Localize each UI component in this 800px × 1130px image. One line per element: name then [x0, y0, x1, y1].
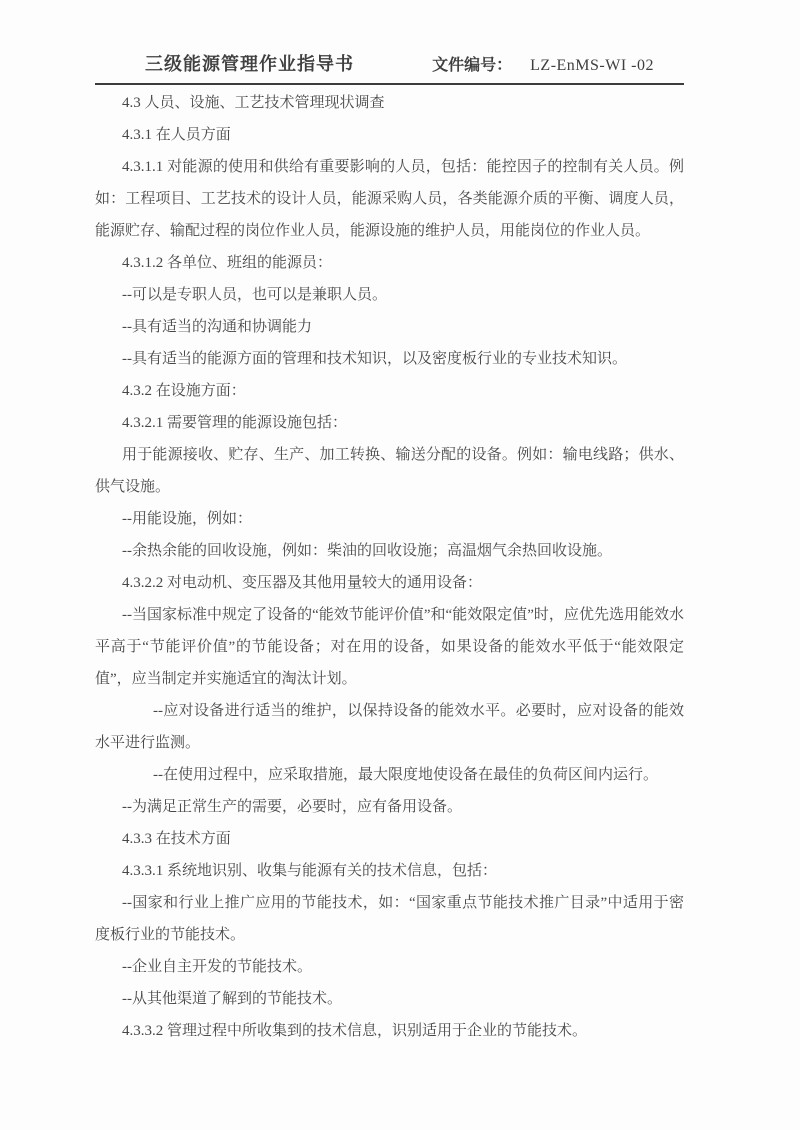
paragraph: --应对设备进行适当的维护，以保持设备的能效水平。必要时，应对设备的能效水平进行监测。: [95, 703, 684, 751]
paragraph: 用于能源接收、贮存、生产、加工转换、输送分配的设备。例如：输电线路；供水、供气设施。: [95, 447, 684, 495]
document-body: [95, 85, 684, 1047]
paragraph: 4.3.2.1 需要管理的能源设施包括：: [122, 415, 348, 431]
paragraph: --在使用过程中，应采取措施，最大限度地使设备在最佳的负荷区间内运行。: [153, 767, 658, 783]
paragraph: --当国家标准中规定了设备的“能效节能评价值”和“能效限定值”时，应优先选用能效水平高于“节能评价值”的节能设备；对在用的设备，如果设备的能效水平低于“能效限定值”，应当制定并实施适宜的淘汰计划。: [95, 607, 684, 687]
paragraph: 4.3.1 在人员方面: [122, 127, 231, 143]
doc-title: 三级能源管理作业指导书: [145, 54, 354, 74]
doc-header: [95, 50, 684, 85]
doc-number-label: 文件编号：: [432, 57, 513, 74]
paragraph: --国家和行业上推广应用的节能技术，如：“国家重点节能技术推广目录”中适用于密度板行业的节能技术。: [95, 895, 684, 943]
paragraph: --余热余能的回收设施，例如：柴油的回收设施；高温烟气余热回收设施。: [122, 543, 612, 559]
paragraph: 4.3.3.1 系统地识别、收集与能源有关的技术信息，包括：: [122, 863, 498, 879]
doc-number-value: LZ-EnMS-WI -02: [530, 57, 654, 74]
paragraph: --用能设施，例如：: [122, 511, 252, 527]
paragraph: 4.3.1.2 各单位、班组的能源员：: [122, 255, 333, 271]
doc-number: [432, 52, 654, 75]
paragraph: --具有适当的能源方面的管理和技术知识，以及密度板行业的专业技术知识。: [122, 351, 627, 367]
paragraph: --企业自主开发的节能技术。: [122, 959, 312, 975]
paragraph: --具有适当的沟通和协调能力: [122, 319, 312, 335]
paragraph: 4.3.3.2 管理过程中所收集到的技术信息，识别适用于企业的节能技术。: [122, 1023, 588, 1039]
paragraph: 4.3.3 在技术方面: [122, 831, 231, 847]
paragraph: 4.3.2.2 对电动机、变压器及其他用量较大的通用设备：: [122, 575, 483, 591]
paragraph: 4.3.2 在设施方面：: [122, 383, 246, 399]
paragraph: --从其他渠道了解到的节能技术。: [122, 991, 342, 1007]
paragraph: --为满足正常生产的需要，必要时，应有备用设备。: [122, 799, 462, 815]
paragraph: 4.3 人员、设施、工艺技术管理现状调查: [122, 95, 385, 111]
paragraph: 4.3.1.1 对能源的使用和供给有重要影响的人员，包括：能控因子的控制有关人员。例如：工程项目、工艺技术的设计人员，能源采购人员，各类能源介质的平衡、调度人员，能源贮存、输配过程的岗位作业人员，能源设施的维护人员，用能岗位的作业人员。: [95, 159, 684, 239]
paragraph: --可以是专职人员，也可以是兼职人员。: [122, 287, 387, 303]
